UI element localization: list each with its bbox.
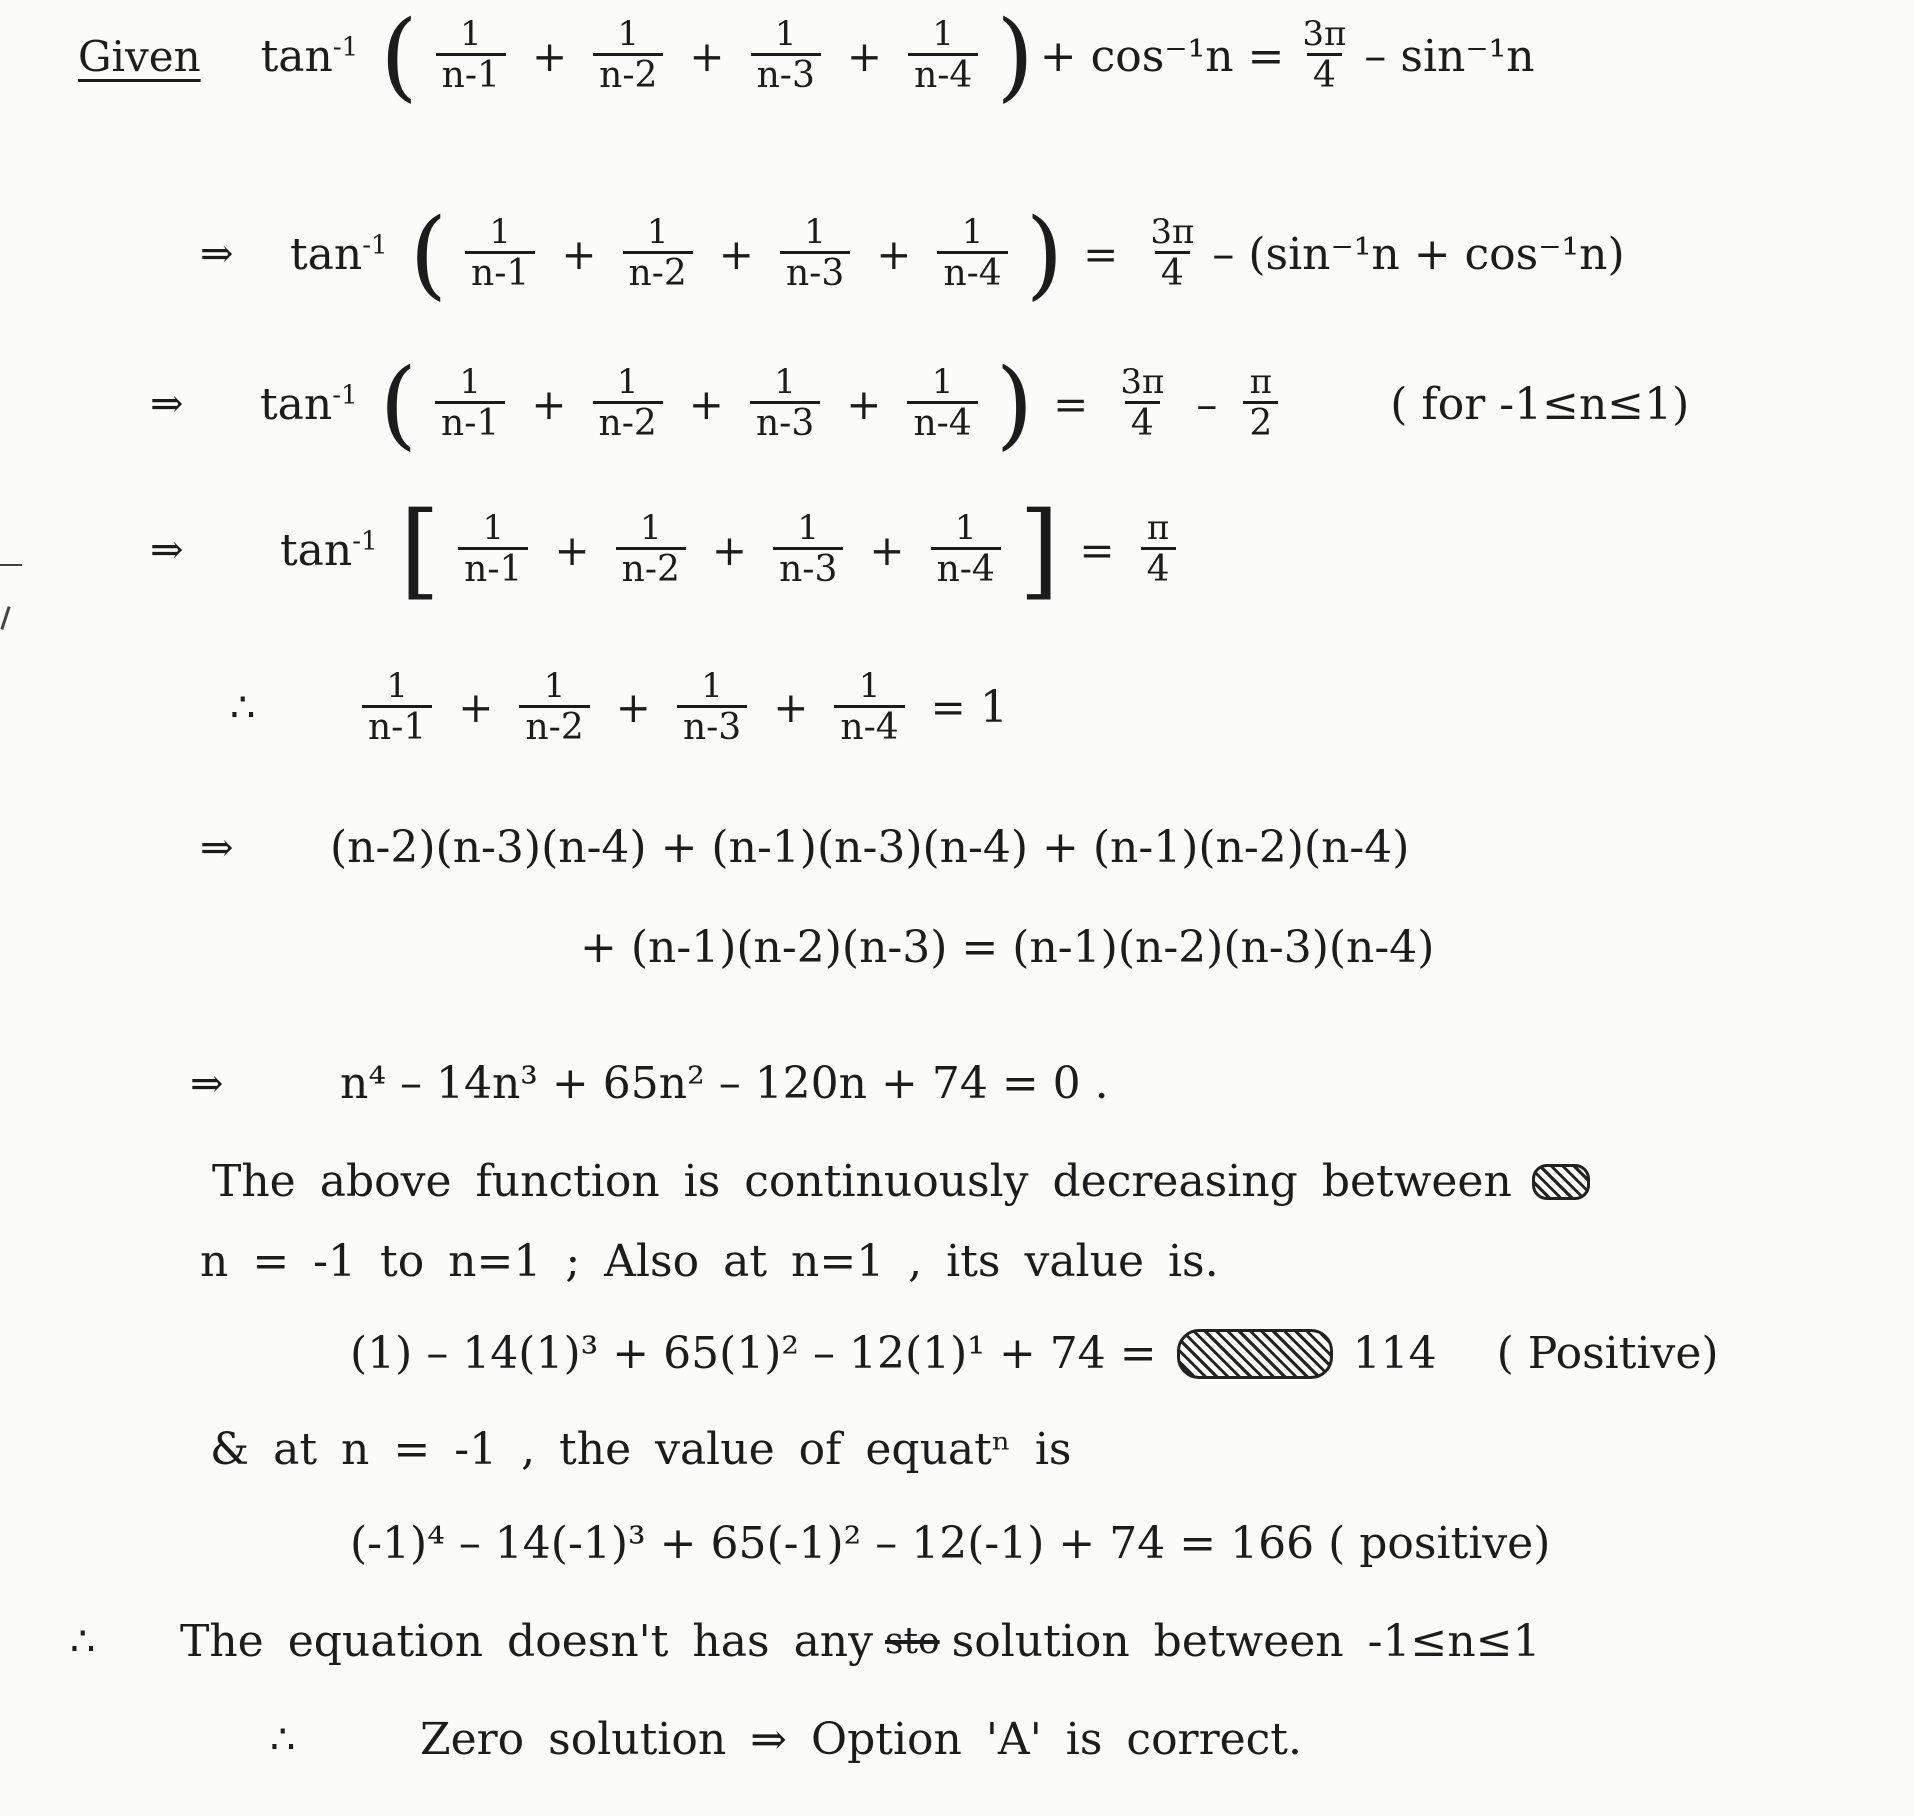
prose-line-3: [210, 1424, 1072, 1475]
expanded-products-line-1: (n-2)(n-3)(n-4) + (n-1)(n-3)(n-4) + (n-1)(n-2)(n-4): [330, 822, 1410, 873]
fraction-2: $\frac{1}{n-2}$: [593, 364, 663, 444]
plus: +: [615, 683, 651, 733]
plus: +: [869, 525, 905, 575]
minus: –: [1196, 379, 1218, 429]
solution-range-statement: solution between -1≤n≤1: [951, 1616, 1541, 1667]
close-bracket: ]: [1018, 489, 1060, 611]
plus: +: [846, 379, 882, 429]
implies-arrow: ⇒: [190, 1060, 224, 1107]
fraction-3: $\frac{1}{n-3}$: [780, 214, 850, 294]
page-edge-line: [0, 564, 22, 566]
rhs-cos-term: + cos⁻¹n =: [1039, 30, 1285, 82]
fraction-3: $\frac{1}{n-3}$: [750, 364, 820, 444]
decreasing-statement: The above function is continuously decreasing between: [212, 1156, 1512, 1207]
value-at-one: 114: [1352, 1328, 1437, 1379]
three-pi-over-four: $\frac{3\pi}{4}$: [1150, 212, 1195, 295]
fraction-4: $\frac{1}{n-4}$: [937, 214, 1007, 294]
struck-out-word: sto: [885, 1621, 940, 1662]
fraction-3: $\frac{1}{n-3}$: [773, 510, 843, 590]
fraction-3: $\frac{1}{n-3}$: [751, 16, 821, 96]
polynomial-line: [190, 1058, 1109, 1109]
positive-tag: ( Positive): [1496, 1328, 1719, 1379]
fraction-4: $\frac{1}{n-4}$: [908, 16, 978, 96]
implies-arrow: ⇒: [150, 527, 184, 573]
implies-arrow: ⇒: [200, 231, 234, 277]
interval-statement: n = -1 to n=1 ; Also at n=1 , its value is.: [200, 1236, 1219, 1287]
plus: +: [718, 229, 754, 279]
plus: +: [458, 683, 494, 733]
fraction-1: $\frac{1}{n-1}$: [435, 364, 505, 444]
equals: =: [930, 683, 966, 733]
implies-arrow: ⇒: [150, 381, 184, 427]
step-7-line: [580, 922, 1434, 973]
pi-over-four: $\frac{\pi}{4}$: [1141, 510, 1176, 590]
given-label: Given: [78, 31, 201, 81]
rhs-sum-term: – (sin⁻¹n + cos⁻¹n): [1212, 228, 1625, 280]
prose-line-2: [200, 1236, 1219, 1287]
therefore-symbol: ∴: [230, 684, 256, 731]
three-pi-over-four: $\frac{3\pi}{4}$: [1120, 362, 1165, 445]
scribble-mark: [1532, 1164, 1590, 1200]
tan-inverse: $\tan^{-1}$: [290, 228, 388, 280]
evaluation-at-one: (1) – 14(1)³ + 65(1)² – 12(1)¹ + 74 =: [350, 1328, 1157, 1379]
close-paren: ): [995, 348, 1034, 460]
scribble-mark: [1177, 1329, 1333, 1379]
plus: +: [711, 525, 748, 575]
fraction-3: $\frac{1}{n-3}$: [677, 668, 747, 748]
fraction-2: $\frac{1}{n-2}$: [593, 16, 663, 96]
therefore-symbol: ∴: [270, 1716, 296, 1763]
plus: +: [846, 31, 883, 81]
fraction-4: $\frac{1}{n-4}$: [834, 668, 904, 748]
step-2-line: [200, 198, 1625, 310]
fraction-4: $\frac{1}{n-4}$: [907, 364, 977, 444]
step-6-line: [200, 822, 1409, 873]
rhs-one: 1: [979, 682, 1008, 734]
plus: +: [531, 31, 568, 81]
domain-note: ( for -1≤n≤1): [1390, 378, 1690, 430]
close-paren: ): [1025, 198, 1064, 310]
evaluation-at-one-line: [350, 1328, 1719, 1379]
pi-over-two: $\frac{\pi}{2}$: [1243, 364, 1278, 444]
fraction-1: $\frac{1}{n-1}$: [362, 668, 432, 748]
step-3-line: [150, 348, 1690, 460]
page-edge-mark: [0, 606, 10, 630]
conclusion-line-1: [70, 1616, 1541, 1667]
equals: =: [1079, 525, 1115, 575]
tan-inverse: $\tan^{-1}$: [260, 378, 358, 430]
conclusion-line-2: [270, 1714, 1302, 1765]
step-5-line: [230, 668, 1008, 748]
plus: +: [554, 525, 590, 575]
plus: +: [876, 229, 912, 279]
fraction-2: $\frac{1}{n-2}$: [519, 668, 589, 748]
equals: =: [1083, 229, 1119, 279]
close-paren: ): [996, 0, 1034, 112]
value-at-minus-one-statement: & at n = -1 , the value of equatⁿ is: [210, 1424, 1072, 1475]
plus: +: [773, 683, 809, 733]
final-answer: Zero solution ⇒ Option 'A' is correct.: [420, 1714, 1302, 1765]
fraction-2: $\frac{1}{n-2}$: [623, 214, 693, 294]
plus: +: [561, 229, 597, 279]
implies-arrow: ⇒: [200, 824, 234, 871]
no-solution-statement: The equation doesn't has any: [180, 1616, 873, 1667]
evaluation-at-minus-one-line: [350, 1518, 1550, 1569]
given-equation-line: [78, 0, 1535, 112]
step-4-line: [150, 489, 1188, 611]
fraction-1: $\frac{1}{n-1}$: [465, 214, 535, 294]
open-paren: (: [379, 348, 418, 460]
quartic-equation: n⁴ – 14n³ + 65n² – 120n + 74 = 0 .: [340, 1058, 1109, 1109]
rhs-sin-term: – sin⁻¹n: [1364, 30, 1535, 82]
therefore-symbol: ∴: [70, 1618, 96, 1665]
fraction-1: $\frac{1}{n-1}$: [436, 16, 506, 96]
open-paren: (: [409, 198, 448, 310]
plus: +: [689, 31, 725, 81]
plus: +: [688, 379, 724, 429]
equals: =: [1053, 379, 1089, 429]
fraction-2: $\frac{1}{n-2}$: [616, 510, 686, 590]
fraction-1: $\frac{1}{n-1}$: [458, 510, 528, 590]
plus: +: [531, 379, 567, 429]
evaluation-at-minus-one: (-1)⁴ – 14(-1)³ + 65(-1)² – 12(-1) + 74 = 166 ( positive): [350, 1518, 1551, 1569]
tan-inverse: $\tan^{-1}$: [260, 30, 359, 82]
expanded-products-line-2: + (n-1)(n-2)(n-3) = (n-1)(n-2)(n-3)(n-4): [580, 922, 1435, 973]
open-bracket: [: [399, 489, 441, 611]
tan-inverse: $\tan^{-1}$: [280, 524, 378, 576]
three-pi-over-four: $\frac{3\pi}{4}$: [1302, 14, 1347, 97]
fraction-4: $\frac{1}{n-4}$: [931, 510, 1001, 590]
prose-line-1: [212, 1156, 1610, 1207]
open-paren: (: [380, 0, 418, 112]
